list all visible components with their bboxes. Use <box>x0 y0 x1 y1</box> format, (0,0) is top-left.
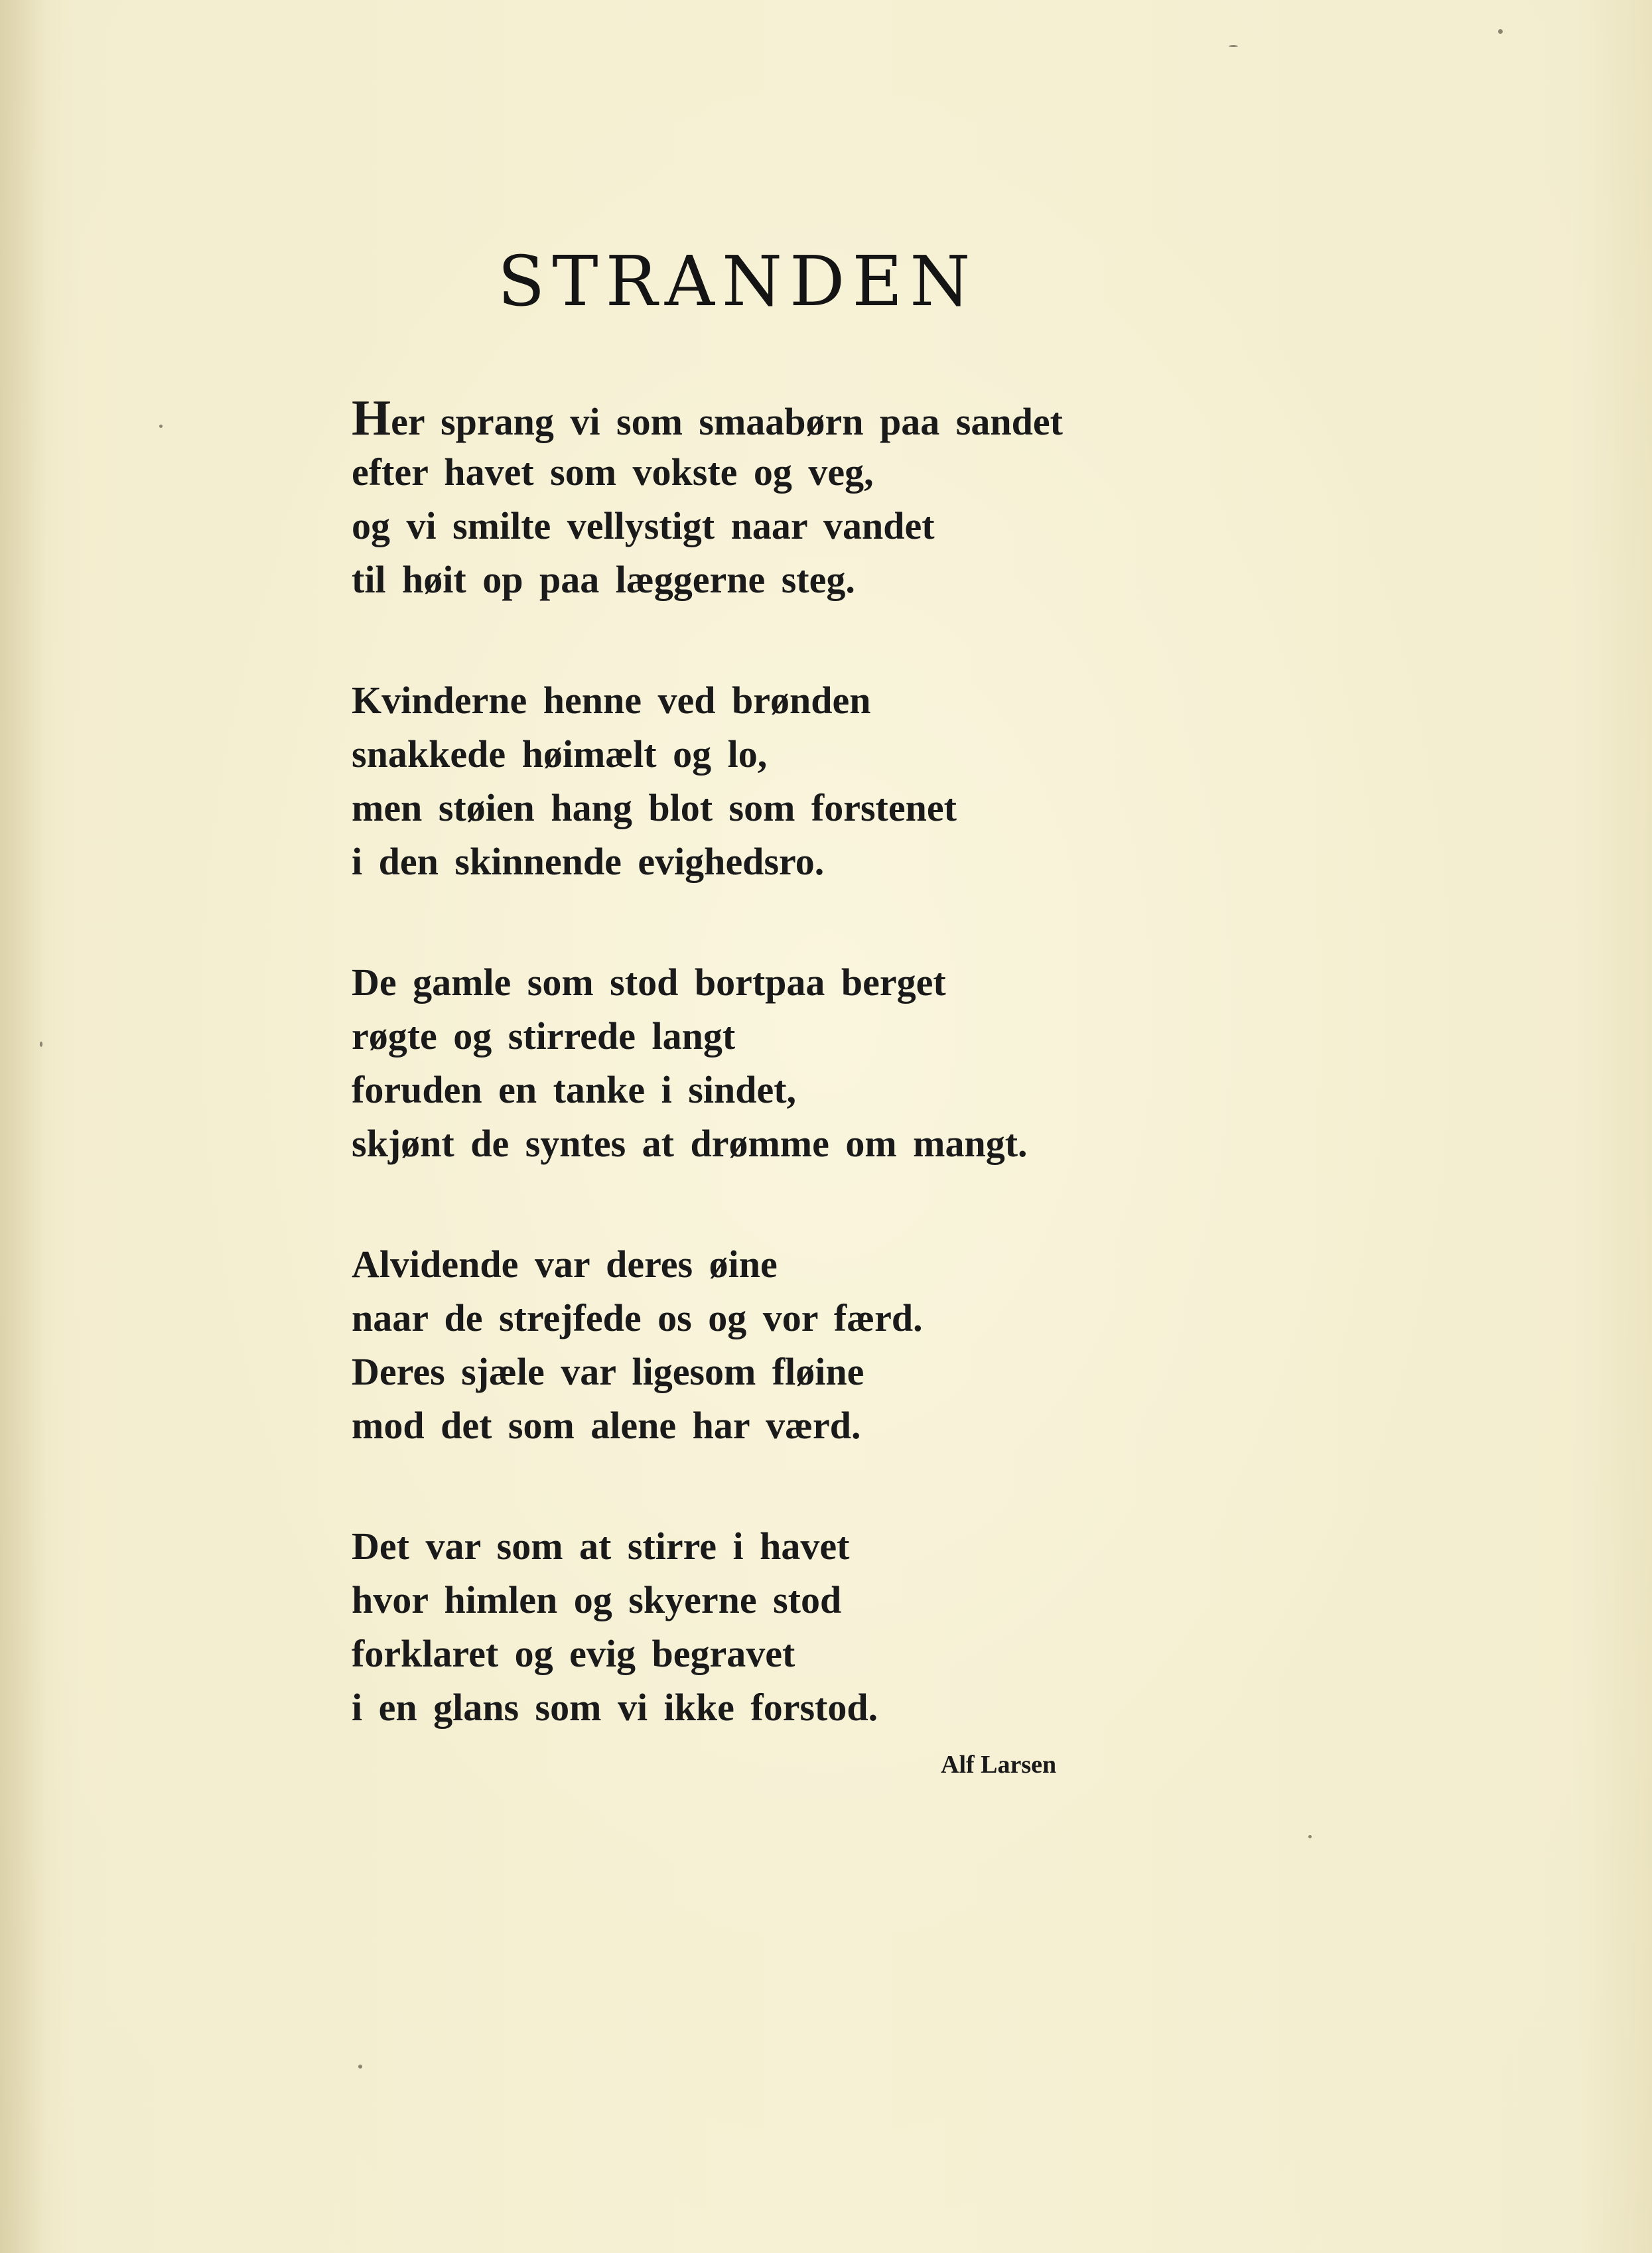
paper-speck <box>1308 1835 1312 1838</box>
poem-line <box>352 391 1214 445</box>
poem-line: hvor himlen og skyerne stod <box>352 1578 842 1621</box>
poem-line: Det var som at stirre i havet <box>352 1525 850 1568</box>
stanza-3 <box>352 955 1214 1170</box>
paper-speck <box>358 2065 362 2069</box>
paper-speck <box>40 1042 42 1047</box>
poem-line: naar de strejfede os og vor færd. <box>352 1296 923 1339</box>
paper-speck <box>1498 29 1503 34</box>
poem-line: skjønt de syntes at drømme om mangt. <box>352 1122 1028 1165</box>
poem-line: mod det som alene har værd. <box>352 1404 861 1447</box>
poem-title: STRANDEN <box>498 241 978 322</box>
poem-line: Deres sjæle var ligesom fløine <box>352 1350 864 1393</box>
stanza-4 <box>352 1237 1214 1452</box>
poem-line: forklaret og evig begravet <box>352 1632 795 1675</box>
poem-line: i en glans som vi ikke forstod. <box>352 1686 878 1729</box>
paper-speck <box>1229 45 1238 47</box>
stanza-5 <box>352 1519 1214 1734</box>
first-line-text: er sprang vi som smaabørn paa sandet <box>391 400 1063 443</box>
page-edge-shadow <box>0 0 46 2253</box>
poem-line: til høit op paa læggerne steg. <box>352 558 855 601</box>
poem-line: foruden en tanke i sindet, <box>352 1068 797 1111</box>
poem-line: og vi smilte vellystigt naar vandet <box>352 504 935 547</box>
stanza-2 <box>352 673 1214 888</box>
poem-line: Kvinderne henne ved brønden <box>352 679 871 722</box>
poem-body <box>352 391 1214 1801</box>
poem-line: røgte og stirrede langt <box>352 1014 736 1058</box>
poem-line: Alvidende var deres øine <box>352 1243 778 1286</box>
author-signature: Alf Larsen <box>941 1751 1057 1779</box>
poem-line: De gamle som stod bortpaa berget <box>352 961 946 1004</box>
stanza-1 <box>352 391 1214 606</box>
poem-line: i den skinnende evighedsro. <box>352 840 825 883</box>
paper-speck <box>159 425 163 428</box>
poem-line: efter havet som vokste og veg, <box>352 450 874 494</box>
drop-initial: H <box>352 390 391 446</box>
poem-line: snakkede høimælt og lo, <box>352 732 768 776</box>
poem-line: men støien hang blot som forstenet <box>352 786 957 829</box>
